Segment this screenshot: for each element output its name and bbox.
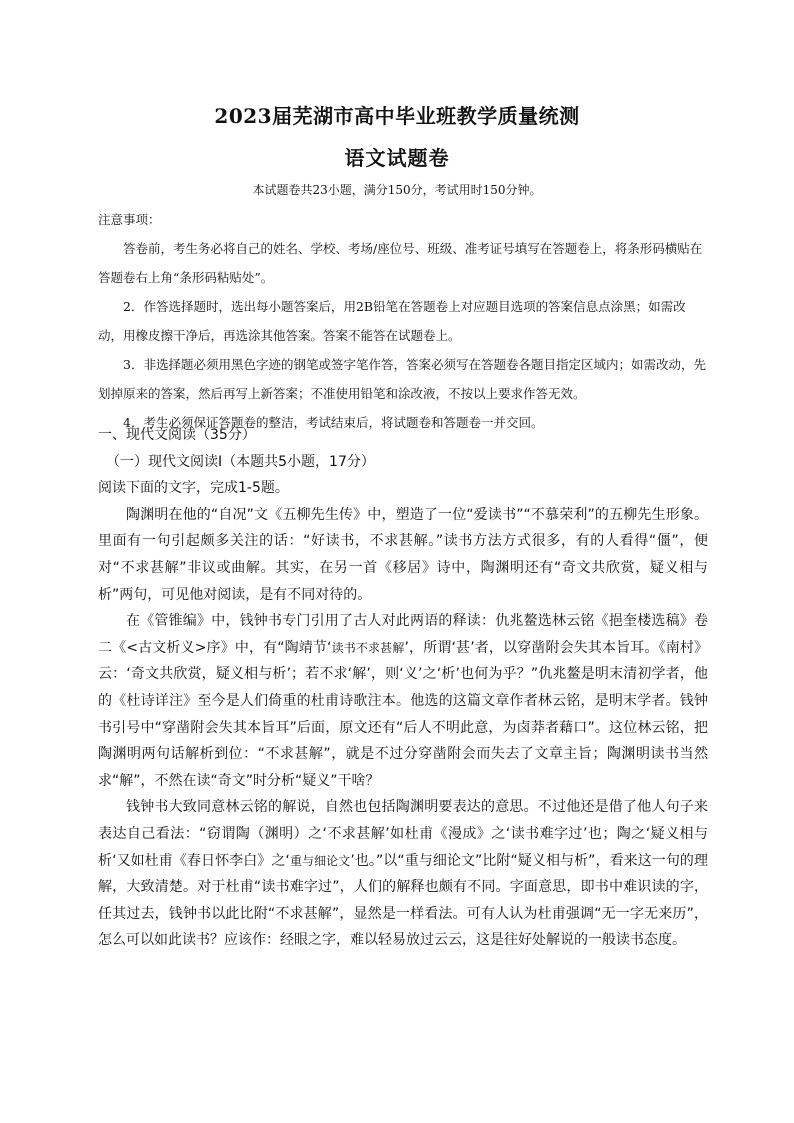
exam-title: 2023届芜湖市高中毕业班教学质量统测	[214, 104, 580, 128]
paragraph-2-quote: 读书不求甚解	[331, 640, 405, 655]
paragraph-3-quote: 重与细论文	[289, 853, 351, 868]
notice-section	[98, 205, 708, 437]
paragraph-2-part-c: ’，所谓‘甚’者，以穿凿附会失其本旨耳。《南村》云：‘奇文共欣赏，疑义相与析’；若不求‘解’，则‘义’之‘析’也何为乎？”仇兆鳌是明末清初学者，他的《杜诗详注》至今是人们倚重的杜甫诗歌注本。他选的这篇文章作者林云铭，是明末学者。钱钟书引号中“穿凿附会失其本旨耳”后面，原文还有“后人不明此意，为卤莽者藉口”。这位林云铭，把陶渊明两句话解析到位：“不求甚解”，就是不过分穿凿附会而失去了文章主旨；陶渊明读书当然求“解”，不然在读“奇文”时分析“疑义”干啥？	[98, 639, 708, 789]
notice-item-2: 2．作答选择题时，选出每小题答案后，用2B铅笔在答题卷上对应题目选项的答案信息点涂黑；如需改动，用橡皮擦干净后，再选涂其他答案。答案不能答在试题卷上。	[98, 299, 686, 343]
paragraph-3-part-a: 钱钟书大致同意林云铭的解说，自然也包括陶渊明要表达的意思。不过他还是借了他人句子来表达自己看法：“窃谓陶（渊明）之‘不求甚解’如杜甫《漫成》之‘读书难字过’也；陶之‘疑义相与析‘又如杜甫《春日怀李白》之‘	[98, 799, 708, 869]
reading-instruction: 阅读下面的文字，完成1-5题。	[98, 480, 289, 497]
notice-item-4: 4．考生必须保证答题卷的整洁，考试结束后，将试题卷和答题卷一并交回。	[123, 415, 544, 430]
reading-section	[98, 422, 708, 954]
paragraph-3-part-c: ’也。”以“重与细论文”比附“疑义相与析”，看来这一句的理解，大致清楚。对于杜甫“读书难字过”，人们的解释也颇有不同。字面意思，即书中难识读的字，任其过去，钱钟书以此比附“不求甚解”，显然是一样看法。可有人认为杜甫强调“无一字无来历”，怎么可以如此读书？应该作：经眼之字，难以轻易放过云云，这是往好处解说的一般读书态度。	[98, 852, 708, 949]
exam-subtitle: 语文试题卷	[344, 146, 450, 170]
exam-intro: 本试题卷共23小题，满分150分，考试用时150分钟。	[252, 183, 542, 197]
notice-item-1: 答卷前，考生务必将自己的姓名、学校、考场/座位号、班级、准考证号填写在答题卷上，将条形码横贴在答题卷右上角“条形码粘贴处”。	[98, 241, 703, 285]
notice-heading: 注意事项：	[98, 212, 161, 227]
passage-paragraph-3	[98, 794, 708, 954]
notice-item-3: 3．非选择题必须用黑色字迹的钢笔或签字笔作答，答案必须写在答题卷各题目指定区域内；如需改动，先划掉原来的答案，然后再写上新答案；不准使用铅笔和涂改液，不按以上要求作答无效。	[98, 357, 706, 401]
paragraph-2-part-a: 在《管锥编》中，钱钟书专门引用了古人对此两语的释读：仇兆鳌选林云铭《挹奎楼选稿》卷二《<古文析义>序》中，有“陶靖节‘	[98, 613, 708, 656]
section-heading: 一、现代文阅读（35分）	[98, 427, 256, 443]
subsection-heading: （一）现代文阅读I（本题共5小题，17分）	[106, 453, 375, 470]
passage-paragraph-2	[98, 608, 708, 794]
passage-paragraph-1: 陶渊明在他的“自况”文《五柳先生传》中，塑造了一位“爱读书”“不慕荣利”的五柳先生形象。里面有一句引起颇多关注的话：“好读书，不求甚解。”读书方法方式很多，有的人看得“僵”，便对“不求甚解”非议或曲解。其实，在另一首《移居》诗中，陶渊明还有“奇文共欣赏，疑义相与析”两句，可见他对阅读，是有不同对待的。	[98, 506, 708, 603]
